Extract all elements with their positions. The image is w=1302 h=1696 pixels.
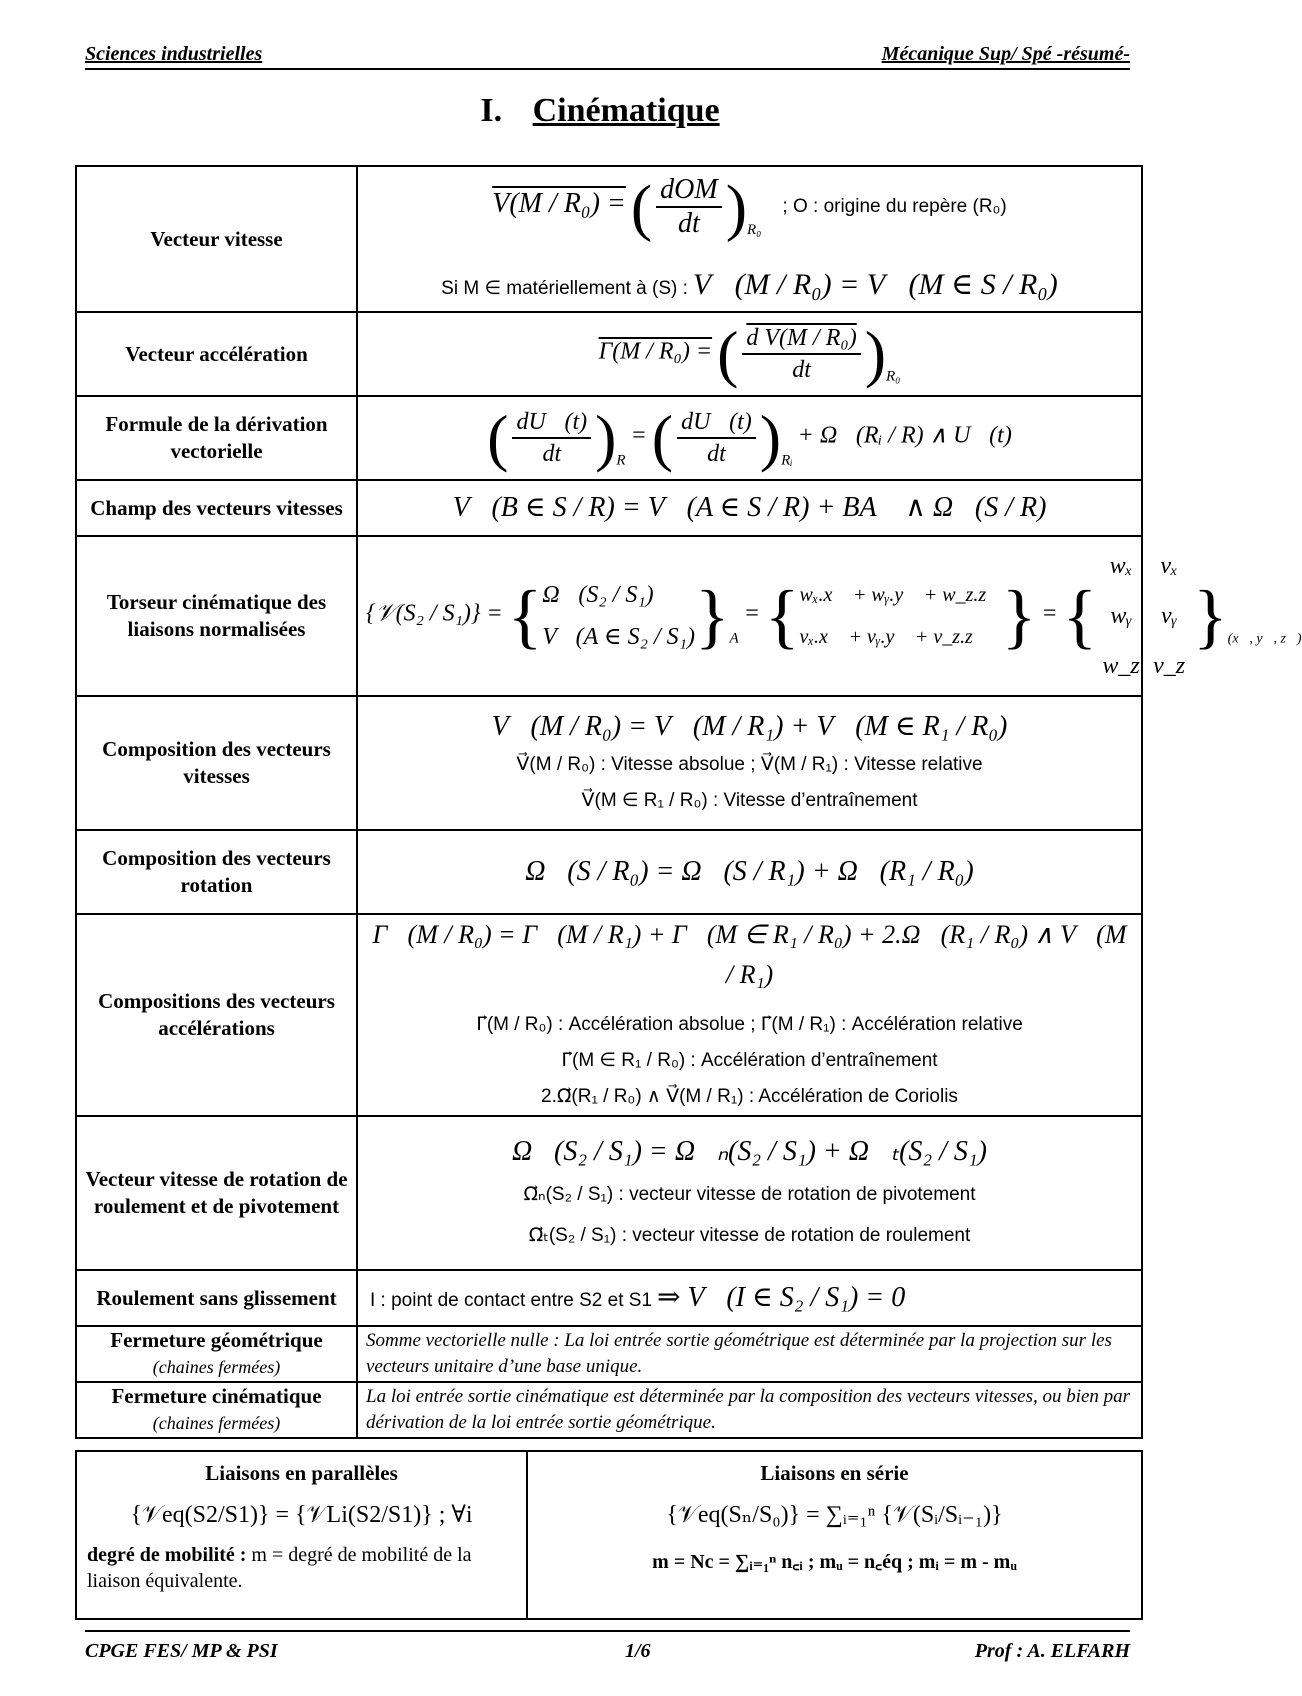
fraction: $\frac{dU⃗(t)}{dt}$ bbox=[677, 407, 756, 469]
parallel-links bbox=[76, 1451, 527, 1619]
torseur-lhs: {𝒱(S₂ / S₁)} = bbox=[366, 600, 503, 627]
formula-comment: ; O : origine du repère (R₀) bbox=[782, 196, 1007, 217]
series-links bbox=[527, 1451, 1142, 1619]
section-title bbox=[0, 92, 1200, 130]
page-number: 1/6 bbox=[625, 1640, 651, 1662]
torseur-grid: wₓ vₓ wᵧ vᵧ w_z v_z bbox=[1102, 553, 1186, 679]
formula-equation: V⃗(M / R₀) = V⃗(M ∈ S / R₀) bbox=[692, 268, 1058, 301]
formula-equation: V⃗(B ∈ S / R) = V⃗(A ∈ S / R) + BA⃗ ∧ Ω⃗(S / R) bbox=[452, 492, 1047, 523]
formula-equation: V⃗(M / R₀) = V⃗(M / R₁) + V⃗(M ∈ R₁ / R₀) bbox=[491, 711, 1008, 742]
row-comp-acc bbox=[76, 914, 1142, 1116]
series-title: Liaisons en série bbox=[760, 1461, 909, 1485]
fraction: $\frac{\text{dOM}}{dt}$ bbox=[656, 174, 722, 240]
formula-lhs: V(M / R₀) = bbox=[492, 188, 626, 219]
series-formula: m = Nc = ∑ᵢ₌₁ⁿ n꜀ᵢ ; mᵤ = n꜀éq ; mᵢ = m - mᵤ bbox=[652, 1551, 1017, 1573]
row-vitesse: Vecteur vitesse V(M / R₀) = ( $\frac{\text{dOM}}{dt}$ )$_{R_0}$ ; O : origine du repère (R₀) Si M ∈ matériellement à (S) : V⃗(M / R₀) = V⃗(M ∈ S / R₀) bbox=[76, 166, 1142, 312]
fraction: $\frac{dU⃗(t)}{dt}$ bbox=[512, 407, 591, 469]
header-left: Sciences industrielles bbox=[85, 43, 263, 65]
formula-equation: Ω⃗(S / R₀) = Ω⃗(S / R₁) + Ω⃗(R₁ / R₀) bbox=[525, 856, 974, 887]
row-label: Composition des vecteurs vitesses bbox=[76, 696, 357, 830]
row-text: La loi entrée sortie cinématique est déterminée par la composition des vecteurs vitesses, ou bien par dérivation de la loi entrée sortie géométrique. bbox=[357, 1382, 1142, 1438]
formula-note: I : point de contact entre S2 et S1 bbox=[370, 1289, 653, 1311]
formula-note: Γ⃗(M ∈ R₁ / R₀) : Accélération d’entraînement bbox=[561, 1050, 938, 1071]
row-fermeture-cinematique bbox=[76, 1382, 1142, 1438]
header-right: Mécanique Sup/ Spé -résumé- bbox=[881, 43, 1130, 65]
formula-equation: Γ⃗(M / R₀) = Γ⃗(M / R₁) + Γ⃗(M ∈ R₁ / R₀) + 2.Ω⃗(R₁ / R₀) ∧ V⃗(M / R₁) bbox=[372, 920, 1127, 989]
torseur-elements: Ω⃗(S₂ / S₁) V⃗(A ∈ S₂ / S₁) bbox=[542, 582, 695, 650]
page-header bbox=[85, 40, 1130, 70]
parallel-equation: {𝒱eq(S2/S1)} = {𝒱Li(S2/S1)} ; ∀i bbox=[130, 1502, 473, 1528]
row-label: Formule de la dérivation vectorielle bbox=[76, 396, 357, 480]
formula-note: Ω⃗ₜ(S₂ / S₁) : vecteur vitesse de rotation de roulement bbox=[528, 1225, 971, 1246]
formula-rest: + Ω⃗(Rᵢ / R) ∧ U⃗(t) bbox=[797, 422, 1012, 449]
row-label: Champ des vecteurs vitesses bbox=[76, 480, 357, 536]
row-text: Somme vectorielle nulle : La loi entrée sortie géométrique est déterminée par la projection sur les vecteurs unitaire d’une base unique. bbox=[357, 1326, 1142, 1382]
series-equation: {𝒱eq(Sₙ/S₀)} = ∑ᵢ₌₁ⁿ {𝒱(Sᵢ/Sᵢ₋₁)} bbox=[666, 1502, 1003, 1528]
parallel-title: Liaisons en parallèles bbox=[205, 1461, 398, 1485]
row-label: Compositions des vecteurs accélérations bbox=[76, 914, 357, 1116]
row-label: Vecteur vitesse de rotation de roulement et de pivotement bbox=[76, 1116, 357, 1270]
formula-equation: Ω⃗(S₂ / S₁) = Ω⃗ₙ(S₂ / S₁) + Ω⃗ₜ(S₂ / S₁) bbox=[512, 1136, 987, 1167]
row-derivation: Formule de la dérivation vectorielle ( $\frac{dU⃗(t)}{dt}$ )$_R$ = ( $\frac{dU⃗(t)}{dt}$ )$_{Rᵢ}$ + Ω⃗(Rᵢ / R) ∧ U⃗(t) bbox=[76, 396, 1142, 480]
row-champ bbox=[76, 480, 1142, 536]
row-fermeture-geometrique bbox=[76, 1326, 1142, 1382]
row-label: Torseur cinématique des liaisons normalisées bbox=[76, 536, 357, 696]
row-torseur: Torseur cinématique des liaisons normalisées {𝒱(S₂ / S₁)} = { Ω⃗(S₂ / S₁) V⃗(A ∈ S₂ / S₁) }$_A$ = { wₓ.x⃗ + wᵧ.y⃗ + w_z.z⃗ vₓ.x⃗ + vᵧ.y⃗ + v_z.z⃗ } = { wₓ vₓ wᵧ vᵧ w_z v_z }$_{(x⃗, y⃗, z⃗)}$ bbox=[76, 536, 1142, 696]
row-label: Composition des vecteurs rotation bbox=[76, 830, 357, 914]
formula-note: 2.Ω⃗(R₁ / R₀) ∧ V⃗(M / R₁) : Accélération de Coriolis bbox=[541, 1086, 958, 1107]
section-number: I. bbox=[480, 92, 503, 129]
row-roulement-sans-glissement bbox=[76, 1270, 1142, 1326]
formula-note: Ω⃗ₙ(S₂ / S₁) : vecteur vitesse de rotation de pivotement bbox=[523, 1184, 976, 1205]
row-label: Fermeture géométrique (chaines fermées) bbox=[76, 1326, 357, 1382]
row-label: Roulement sans glissement bbox=[76, 1270, 357, 1326]
row-label: Fermeture cinématique (chaines fermées) bbox=[76, 1382, 357, 1438]
formula-note: Γ⃗(M / R₀) : Accélération absolue ; Γ⃗(M / R₁) : Accélération relative bbox=[476, 1014, 1023, 1035]
formula-lhs: Γ(M / R₀) = bbox=[598, 338, 713, 365]
footer-right: Prof : A. ELFARH bbox=[974, 1640, 1130, 1662]
row-comp-vitesses bbox=[76, 696, 1142, 830]
section-title-text: Cinématique bbox=[532, 92, 720, 129]
row-label: Vecteur vitesse bbox=[76, 166, 357, 312]
equivalent-links-table bbox=[75, 1450, 1143, 1620]
page-footer bbox=[85, 1630, 1130, 1672]
row-label: Vecteur accélération bbox=[76, 312, 357, 396]
parallel-note-bold: degré de mobilité : bbox=[87, 1544, 252, 1566]
formula-prefix: Si M ∈ matériellement à (S) : bbox=[441, 278, 688, 299]
footer-left: CPGE FES/ MP & PSI bbox=[85, 1640, 278, 1662]
fraction: $\frac{\text{d V(M / R₀)}}{dt}$ bbox=[742, 323, 860, 385]
row-sublabel: (chaines fermées) bbox=[152, 1413, 281, 1433]
parallel-note: m = degré de mobilité de la liaison équivalente. bbox=[87, 1544, 472, 1592]
formula-note: V⃗(M / R₀) : Vitesse absolue ; V⃗(M / R₁) : Vitesse relative bbox=[516, 754, 983, 775]
row-acceleration: Vecteur accélération Γ(M / R₀) = ( $\frac{\text{d V(M / R₀)}}{dt}$ )$_{R_0}$ bbox=[76, 312, 1142, 396]
row-comp-rotation bbox=[76, 830, 1142, 914]
formula-table bbox=[75, 165, 1302, 1439]
row-roulement-pivotement bbox=[76, 1116, 1142, 1270]
formula-equation: ⇒ V⃗(I ∈ S₂ / S₁) = 0⃗ bbox=[657, 1281, 927, 1313]
formula-note: V⃗(M ∈ R₁ / R₀) : Vitesse d’entraînement bbox=[581, 790, 918, 811]
row-sublabel: (chaines fermées) bbox=[152, 1357, 281, 1377]
torseur-components: wₓ.x⃗ + wᵧ.y⃗ + w_z.z⃗ vₓ.x⃗ + vᵧ.y⃗ + v_z.z⃗ bbox=[799, 584, 1002, 648]
